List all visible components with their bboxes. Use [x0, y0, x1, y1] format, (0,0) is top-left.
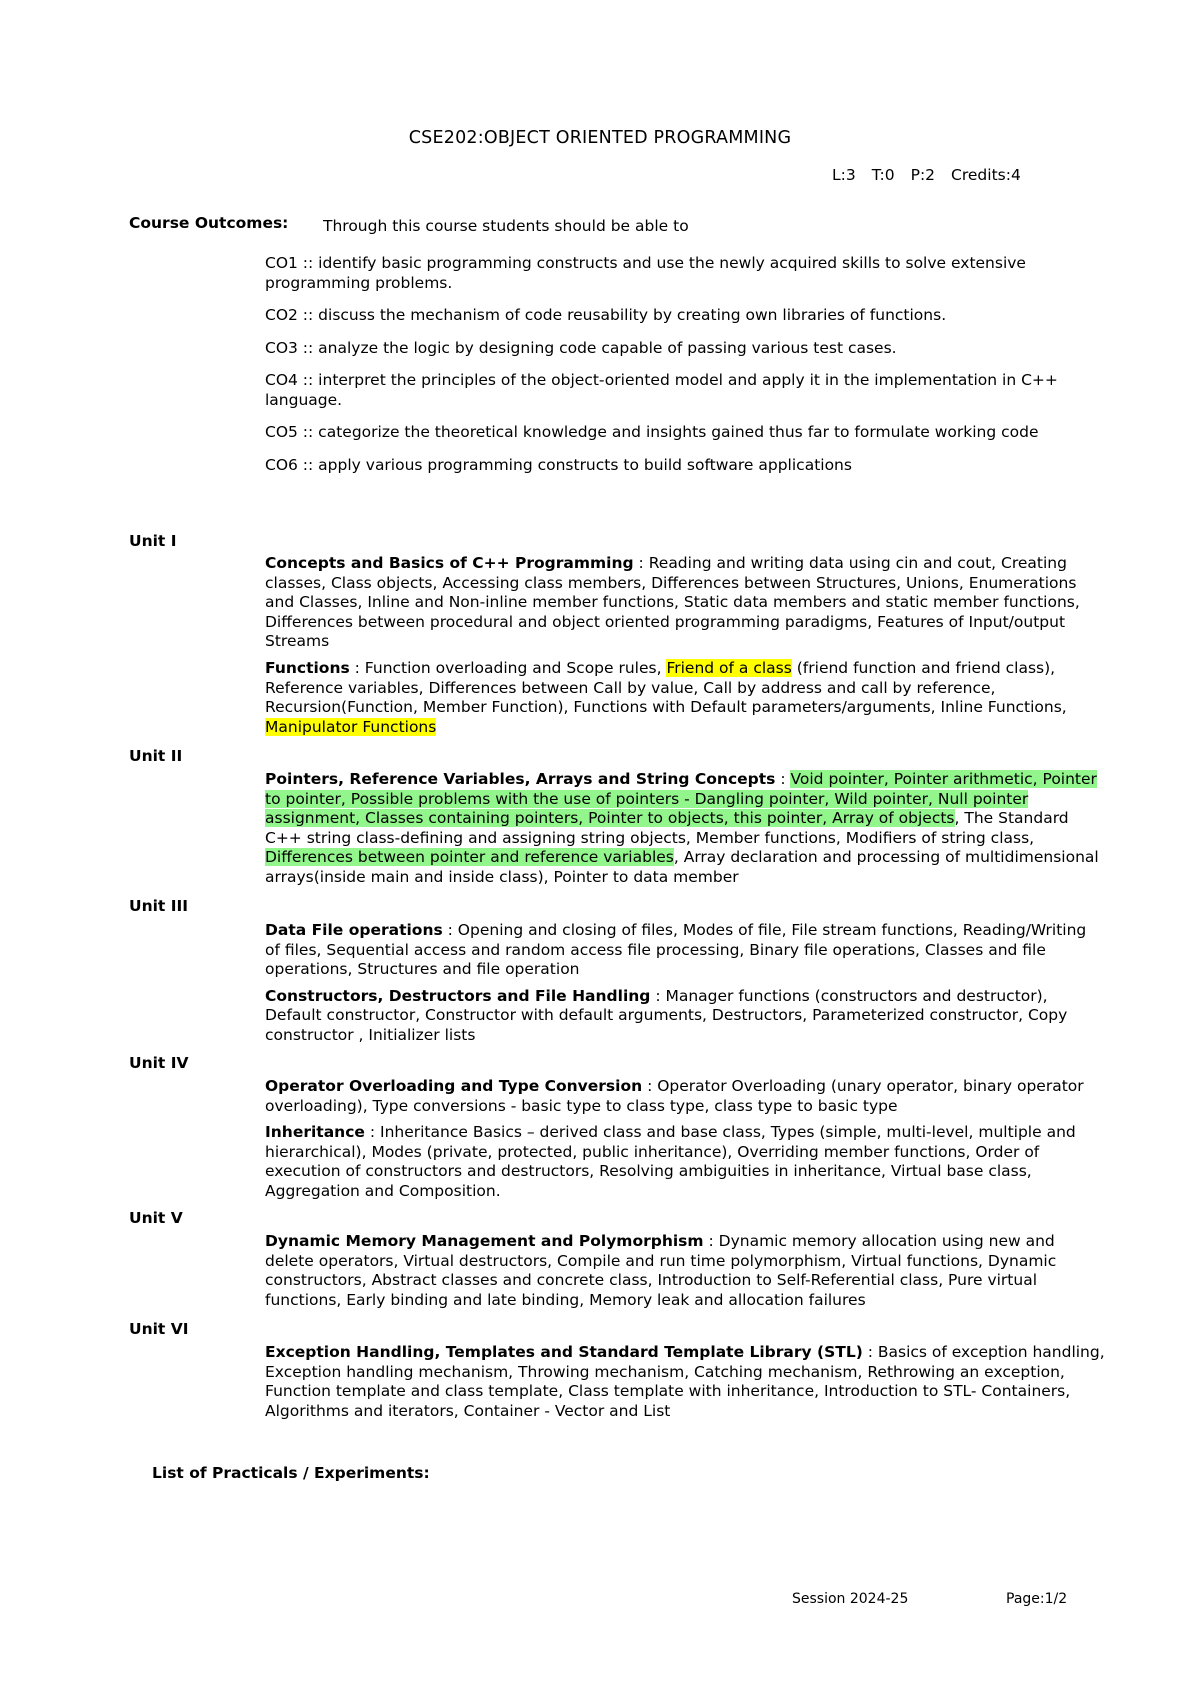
unit-4-label: Unit IV [129, 1054, 189, 1072]
course-outcome-6: CO6 :: apply various programming constructs to build software applications [265, 455, 852, 474]
lecture-hours: L:3 [832, 166, 856, 184]
unit-5-label: Unit V [129, 1209, 183, 1227]
unit-1-topic-2 [265, 659, 1105, 737]
course-outcome-1: CO1 :: identify basic programming constructs and use the newly acquired skills to solve extensive programming problems. [265, 254, 1026, 292]
highlight-yellow: Manipulator Functions [265, 717, 437, 736]
unit-5-topic-1 [265, 1232, 1105, 1310]
topic-heading: Functions [265, 658, 350, 677]
unit-4-topic-2 [265, 1123, 1105, 1201]
separator: : [703, 1232, 719, 1250]
unit-1-label: Unit I [129, 532, 177, 550]
topic-text: Opening and closing of files, Modes of file, File stream functions, Reading/Writing of files, Sequential access and random access file processing, Binary file operations, Classes and file operations, Structures and file operation [265, 921, 1087, 979]
separator: : [775, 770, 791, 788]
session-label: Session 2024-25 [792, 1591, 909, 1607]
highlight-yellow: Friend of a class [666, 658, 792, 677]
unit-2-body [265, 770, 1105, 895]
topic-text: Manager functions (constructors and destructor), Default constructor, Constructor with default arguments, Destructors, Parameterized constructor, Copy constructor , Initializer lists [265, 986, 1068, 1044]
topic-text: Basics of exception handling, Exception handling mechanism, Throwing mechanism, Catching mechanism, Rethrowing an exception, Function template and class template, Class template with inheritance, Introduction to STL- Containers, Algorithms and iterators, Container - Vector and List [265, 1343, 1105, 1420]
topic-text: Operator Overloading (unary operator, binary operator overloading), Type conversions - basic type to class type, class type to basic type [265, 1077, 1084, 1115]
separator: : [633, 554, 649, 572]
unit-3-body [265, 921, 1105, 1053]
unit-6-label: Unit VI [129, 1320, 189, 1338]
unit-5-body [265, 1232, 1105, 1317]
topic-text: Dynamic memory allocation using new and delete operators, Virtual destructors, Compile and run time polymorphism, Virtual functions, Dynamic constructors, Abstract classes and concrete class, Introduction to Self-Referential class, Pure virtual functions, Early binding and late binding, Memory leak and allocation failures [265, 1232, 1057, 1309]
tutorial-hours: T:0 [871, 166, 895, 184]
topic-text: , The Standard C++ string class-defining and assigning string objects, Member functions, Modifiers of string class, [265, 809, 1069, 847]
unit-3-topic-1 [265, 921, 1105, 980]
credits: Credits:4 [951, 166, 1021, 184]
topic-text: Reading and writing data using cin and cout, Creating classes, Class objects, Accessing class members, Differences between Structures, Unions, Enumerations and Classes, Inline and Non-inline member functions, Static data members and static member functions, Differences between procedural and object oriented programming paradigms, Features of Input/output Streams [265, 554, 1080, 651]
course-title: CSE202:OBJECT ORIENTED PROGRAMMING [408, 128, 792, 148]
unit-6-body [265, 1343, 1105, 1428]
separator: : [442, 921, 458, 939]
topic-text: Inheritance Basics – derived class and base class, Types (simple, multi-level, multiple and hierarchical), Modes (private, protected, public inheritance), Overriding member functions, Order of execution of constructors and destructors, Resolving ambiguities in inheritance, Virtual base class, Aggregation and Composition. [265, 1123, 1076, 1200]
topic-heading: Pointers, Reference Variables, Arrays and String Concepts [265, 770, 776, 788]
practical-hours: P:2 [910, 166, 936, 184]
separator: : [349, 658, 365, 677]
highlight-green: Differences between pointer and reference variables [265, 848, 674, 867]
highlight-green: Void pointer, Pointer arithmetic, Pointer to pointer, Possible problems with the use of pointers - Dangling pointer, Wild pointer, Null pointer assignment, Classes containing pointers, Pointer to objects, this pointer, Array of objects [265, 770, 1097, 828]
page-number: Page:1/2 [1006, 1591, 1068, 1607]
unit-4-topic-1 [265, 1077, 1105, 1116]
course-outcome-2: CO2 :: discuss the mechanism of code reusability by creating own libraries of functions. [265, 306, 947, 324]
unit-3-topic-2 [265, 987, 1105, 1046]
course-outcomes-list [265, 254, 1075, 488]
topic-heading: Inheritance [265, 1123, 365, 1142]
unit-3-label: Unit III [129, 897, 189, 915]
course-outcome-5: CO5 :: categorize the theoretical knowledge and insights gained thus far to formulate working code [265, 423, 1039, 441]
separator: : [650, 986, 666, 1005]
separator: : [364, 1123, 380, 1142]
unit-4-body [265, 1077, 1105, 1209]
unit-6-topic-1 [265, 1343, 1105, 1421]
topic-heading: Data File operations [265, 921, 443, 939]
topic-heading: Operator Overloading and Type Conversion [265, 1077, 643, 1095]
unit-2-topic-1 [265, 770, 1105, 888]
unit-1-topic-1 [265, 554, 1105, 652]
course-outcome-4: CO4 :: interpret the principles of the object-oriented model and apply it in the implementation in C++ language. [265, 371, 1058, 409]
course-outcomes-intro: Through this course students should be able to [323, 217, 689, 235]
topic-text: (friend function and friend class), Reference variables, Differences between Call by value, Call by address and call by reference, Recursion(Function, Member Function), Functions with Default parameters/arguments, Inline Functions, [265, 658, 1067, 717]
separator: : [642, 1077, 658, 1095]
unit-2-label: Unit II [129, 747, 183, 765]
topic-heading: Concepts and Basics of C++ Programming [265, 554, 634, 572]
course-outcomes-heading: Course Outcomes: [129, 214, 289, 232]
practicals-heading: List of Practicals / Experiments: [152, 1464, 430, 1482]
topic-heading: Dynamic Memory Management and Polymorphism [265, 1232, 704, 1250]
topic-heading: Exception Handling, Templates and Standard Template Library (STL) [265, 1343, 863, 1361]
separator: : [862, 1343, 878, 1361]
topic-heading: Constructors, Destructors and File Handling [265, 986, 651, 1005]
course-outcome-3: CO3 :: analyze the logic by designing code capable of passing various test cases. [265, 338, 897, 357]
topic-text: , Array declaration and processing of multidimensional arrays(inside main and inside class), Pointer to data member [265, 848, 1099, 886]
unit-1-body [265, 554, 1105, 744]
credit-structure [832, 166, 1037, 184]
topic-text: Function overloading and Scope rules, [364, 658, 667, 677]
